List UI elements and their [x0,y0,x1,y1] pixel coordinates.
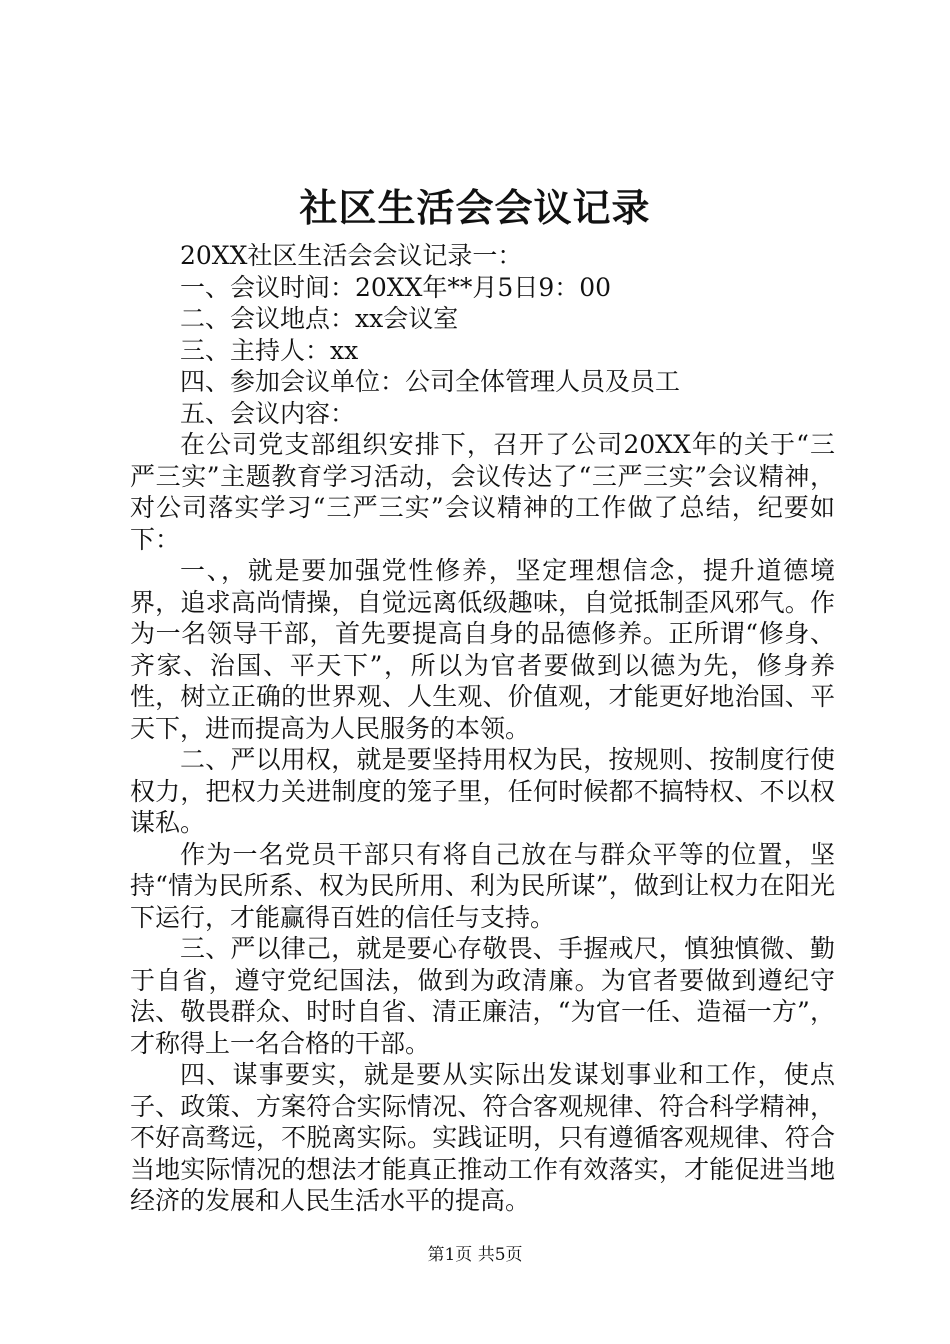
section-one-paragraph: 一、，就是要加强党性修养，坚定理想信念，提升道德境界，追求高尚情操，自觉远离低级趣味，自觉抵制歪风邪气。作为一名领导干部，首先要提高自身的品德修养。正所谓“修身、齐家、治国、平天下”，所以为官者要做到以德为先，修身养性，树立正确的世界观、人生观、价值观，才能更好地治国、平天下，进而提高为人民服务的本领。 [130,556,835,743]
intro-paragraph: 在公司党支部组织安排下，召开了公司20XX年的关于“三严三实”主题教育学习活动，会议传达了“三严三实”会议精神，对公司落实学习“三严三实”会议精神的工作做了总结，纪要如下： [130,430,835,554]
party-member-paragraph: 作为一名党员干部只有将自己放在与群众平等的位置，坚持“情为民所系、权为民所用、利为民所谋”，做到让权力在阳光下运行，才能赢得百姓的信任与支持。 [130,839,835,932]
page-number-footer: 第1页 共5页 [427,1245,523,1265]
meeting-time-line: 一、会议时间：20XX年**月5日9：00 [180,272,612,302]
section-two-paragraph: 二、严以用权，就是要坚持用权为民，按规则、按制度行使权力，把权力关进制度的笼子里，任何时候都不搞特权、不以权谋私。 [130,745,835,837]
meeting-content-line: 五、会议内容： [180,398,356,428]
section-four-paragraph: 四、谋事要实，就是要从实际出发谋划事业和工作，使点子、政策、方案符合实际情况、符合客观规律、符合科学精神，不好高骛远，不脱离实际。实践证明，只有遵循客观规律、符合当地实际情况的想法才能真正推动工作有效落实，才能促进当地经济的发展和人民生活水平的提高。 [130,1060,835,1215]
record-heading-line: 20XX社区生活会会议记录一： [180,241,523,270]
document-title: 社区生活会会议记录 [299,185,651,230]
attendees-line: 四、参加会议单位：公司全体管理人员及员工 [180,367,681,396]
meeting-location-line: 二、会议地点：xx会议室 [180,304,459,333]
section-three-paragraph: 三、严以律己，就是要心存敬畏、手握戒尺，慎独慎微、勤于自省，遵守党纪国法，做到为政清廉。为官者要做到遵纪守法、敬畏群众、时时自省、清正廉洁，“为官一任、造福一方”，才称得上一名合格的干部。 [130,934,835,1058]
host-line: 三、主持人：xx [180,335,359,365]
document-body [130,240,835,1217]
